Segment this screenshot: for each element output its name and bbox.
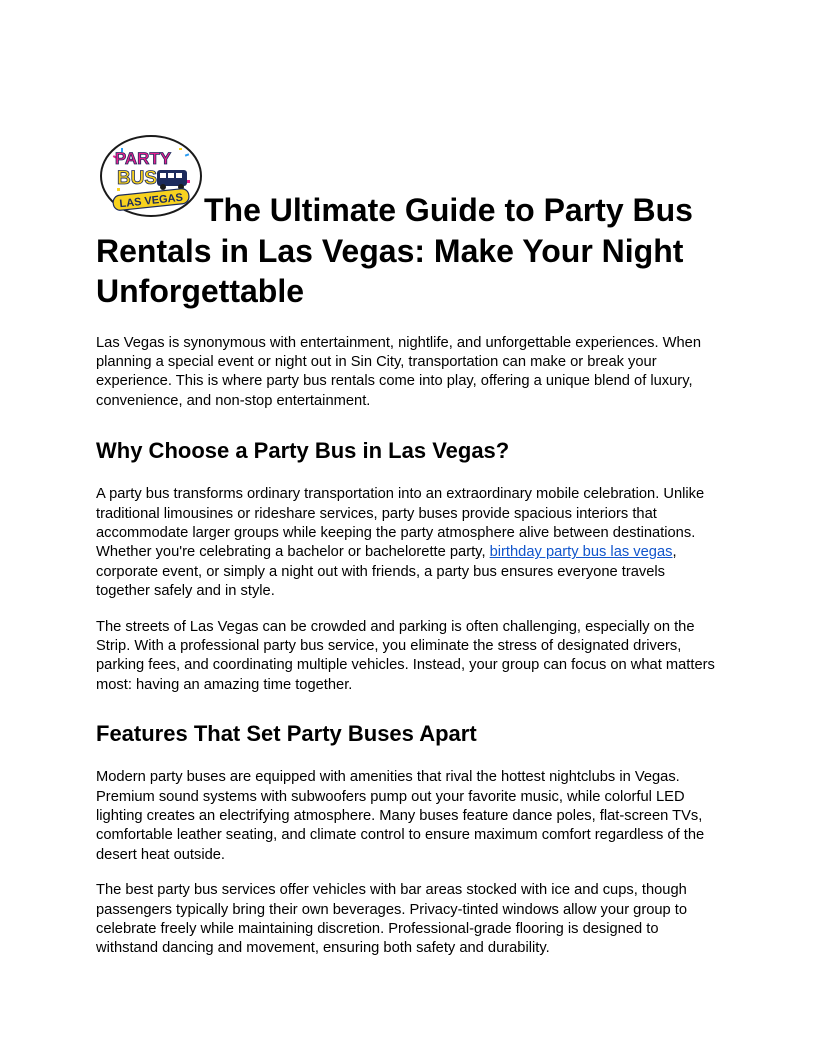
paragraph-amenities: Modern party buses are equipped with amenities that rival the hottest nightclubs in Vegas. Premium sound systems with subwoofers pump out your favorite music, while colorful LED lighting creates an electrifying atmosphere. Many buses feature dance poles, flat-screen TVs, comfortable leather seating, and climate control to ensure maximum comfort regardless of the desert heat outside. xyxy=(96,769,705,863)
paragraph-text: , corporate event, or simply a night out with friends, a party bus ensures everyone travels together safely and in style. xyxy=(96,544,677,600)
intro-paragraph: Las Vegas is synonymous with entertainment, nightlife, and unforgettable experiences. When planning a special event or night out in Sin City, transportation can make or break your experience. This is where party bus rentals come into play, offering a unique blend of luxury, convenience, and non-stop entertainment. xyxy=(96,334,701,409)
document-page xyxy=(96,134,720,959)
section-heading-features: Features That Set Party Buses Apart xyxy=(96,721,477,747)
paragraph-transforms xyxy=(96,485,720,601)
section-heading-why-choose: Why Choose a Party Bus in Las Vegas? xyxy=(96,438,510,464)
birthday-party-bus-link[interactable]: birthday party bus las vegas xyxy=(489,544,673,561)
paragraph-text: A party bus transforms ordinary transportation into an extraordinary mobile celebration. Unlike traditional limousines or rideshare services, party buses provide spacious interiors that accommodate larger groups while keeping the party atmosphere alive between destinations. Whether you're celebrating a bachelor or bachelorette party, xyxy=(96,486,705,561)
page-title-text: The Ultimate Guide to Party Bus Rentals in Las Vegas: Make Your Night Unforgettable xyxy=(96,192,693,309)
logo-text-las-vegas: LAS VEGAS xyxy=(118,191,184,211)
party-bus-logo xyxy=(99,134,203,218)
title-block xyxy=(96,134,720,312)
logo-text-bus: BUS xyxy=(116,168,158,189)
paragraph-bar-areas: The best party bus services offer vehicles with bar areas stocked with ice and cups, though passengers typically bring their own beverages. Privacy-tinted windows allow your group to celebrate freely while maintaining discretion. Professional-grade flooring is designed to withstand dancing and movement, ensuring both safety and durability. xyxy=(96,882,688,957)
logo-text-party: PARTY xyxy=(114,149,172,168)
paragraph-streets: The streets of Las Vegas can be crowded and parking is often challenging, especially on the Strip. With a professional party bus service, you eliminate the stress of designated drivers, parking fees, and coordinating multiple vehicles. Instead, your group can focus on what matters most: having an amazing time together. xyxy=(96,618,715,693)
